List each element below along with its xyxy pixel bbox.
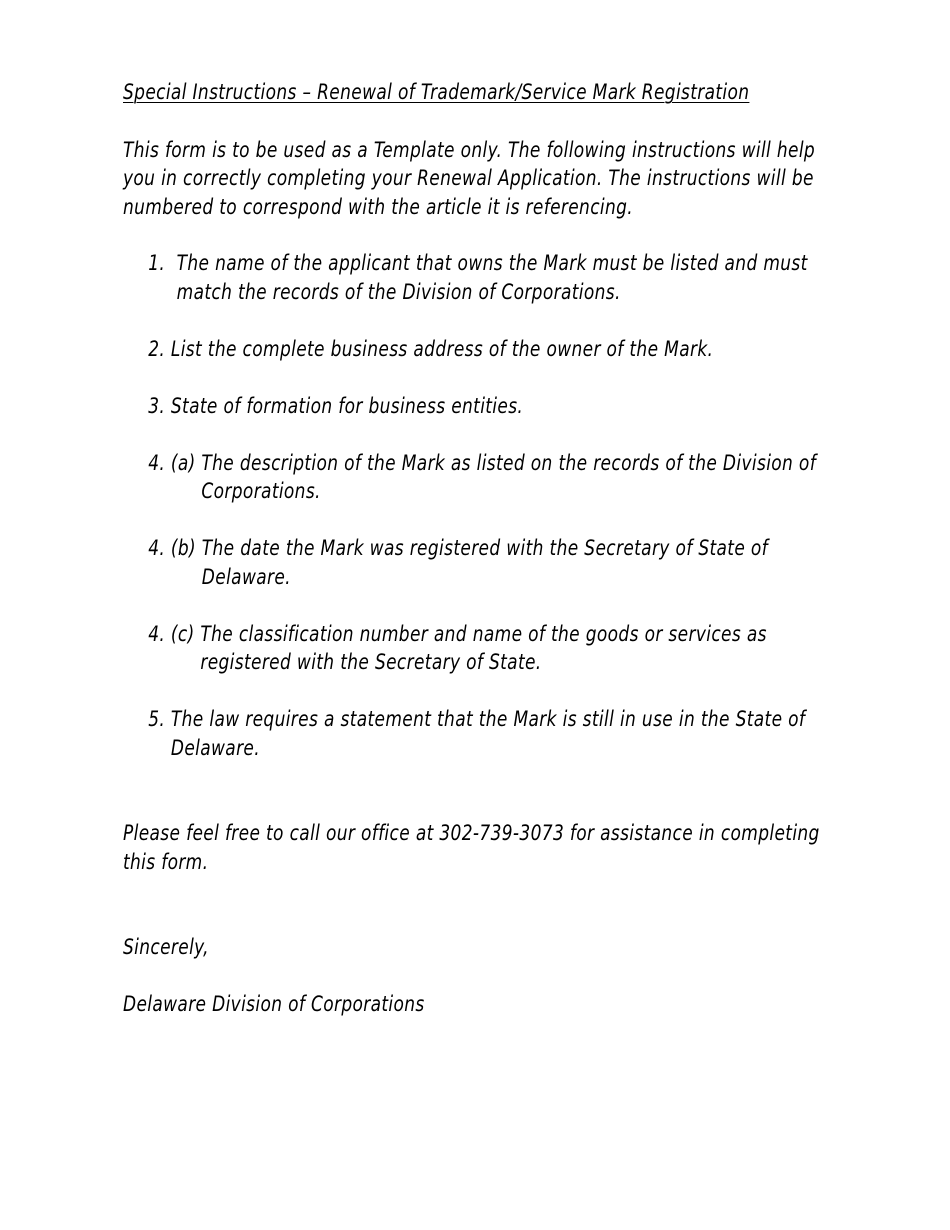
instruction-number: 1.: [148, 251, 177, 275]
instruction-item-1: [148, 249, 822, 306]
instruction-text: The name of the applicant that owns the Mark must be listed and must match the records of the Division of Corporations.: [176, 251, 808, 304]
document-body: [123, 78, 822, 1019]
instruction-list: [123, 249, 822, 762]
instruction-item-4a: [148, 449, 822, 506]
instruction-item-4b: [148, 534, 822, 591]
instruction-number: 3.: [148, 393, 171, 418]
instruction-text: The law requires a statement that the Mark is still in use in the State of Delaware.: [170, 707, 806, 760]
instruction-number: 4. (b): [148, 536, 202, 560]
instruction-item-3: [148, 392, 822, 421]
instruction-text: The date the Mark was registered with the Secretary of State of Delaware.: [201, 536, 769, 589]
closing-note: Please feel free to call our office at 302-739-3073 for assistance in completing this form.: [123, 821, 820, 874]
instruction-number: 2.: [148, 336, 171, 361]
document-title: Special Instructions – Renewal of Trademark/Service Mark Registration: [123, 80, 750, 104]
document-page: [123, 78, 823, 1019]
signature-line: Delaware Division of Corporations: [123, 992, 425, 1016]
instruction-number: 5.: [148, 707, 171, 731]
instruction-text: The description of the Mark as listed on the records of the Division of Corporations.: [201, 450, 817, 503]
instruction-text: List the complete business address of the owner of the Mark.: [170, 336, 714, 361]
instruction-item-2: [148, 335, 822, 364]
instruction-item-5: [148, 705, 822, 762]
instruction-number: 4. (a): [148, 450, 202, 475]
sign-off: Sincerely,: [123, 935, 209, 959]
intro-paragraph: This form is to be used as a Template only. The following instructions will help you in correctly completing your Renewal Application. The instructions will be numbered to correspond with the article it is referencing.: [123, 137, 816, 219]
instruction-text: The classification number and name of the goods or services as registered with the Secretary of State.: [200, 621, 767, 674]
instruction-number: 4. (c): [148, 621, 201, 646]
instruction-text: State of formation for business entities.: [170, 393, 524, 418]
instruction-item-4c: [148, 620, 822, 677]
